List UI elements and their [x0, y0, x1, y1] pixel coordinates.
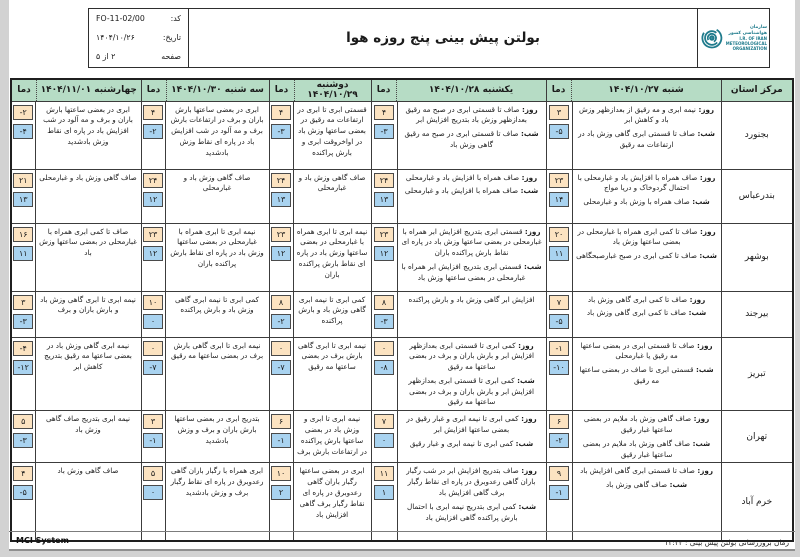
temp-cell: [546, 223, 572, 291]
min-temp: -۷: [143, 360, 163, 375]
forecast-cell: [293, 101, 371, 169]
doc-page-line: [96, 52, 181, 61]
night-label: شب:: [696, 251, 717, 261]
night-forecast: شب: صاف همراه با افزایش باد و غبارمحلی: [404, 186, 539, 196]
max-temp: ۱۰: [271, 466, 291, 481]
forecast-cell: [165, 337, 269, 411]
document-header: [88, 8, 770, 68]
forecast-cell: [397, 101, 546, 169]
doc-code-line: [96, 14, 181, 23]
temp-cell: [546, 337, 572, 411]
max-temp: ۹: [549, 466, 569, 481]
temp-cell: [371, 169, 397, 223]
forecast-cell: [165, 463, 269, 541]
night-forecast: شب: صاف تا کمی ابری گاهی وزش باد: [586, 308, 707, 318]
org-name-text: [726, 25, 767, 51]
night-label: شب:: [689, 197, 710, 207]
max-temp: ۱۰: [143, 295, 163, 310]
day-forecast: روز: صاف همراه با افزایش باد و غبارمحلی: [405, 172, 538, 182]
max-temp: ۱۶: [13, 227, 33, 242]
temp-cell: [269, 337, 293, 411]
day-label: روز:: [522, 226, 541, 236]
day-header-monday: [269, 79, 371, 101]
org-name-en-3: ORGANIZATION: [732, 46, 767, 52]
forecast-cell: [572, 463, 721, 541]
day-label: روز:: [697, 172, 716, 182]
forecast-text: نیمه ابری تا ابری همراه با غبارمحلی در بعضی ساعتها وزش باد در پاره ای نقاط بارش پراکنده باران: [296, 226, 368, 279]
temp-cell: [141, 169, 165, 223]
title-box: [189, 9, 697, 67]
temp-header-label: دما: [12, 80, 37, 101]
min-temp: ۱: [374, 485, 394, 500]
min-temp: ۱۱: [549, 246, 569, 261]
temp-cell: [269, 101, 293, 169]
min-temp: -۵: [549, 124, 569, 139]
min-temp: ۱۳: [13, 192, 33, 207]
forecast-cell: [397, 223, 546, 291]
forecast-text: کمی ابری تا نیمه ابری گاهی وزش باد و بارش پراکنده: [298, 294, 366, 326]
day-label: روز:: [519, 104, 538, 114]
night-forecast: شب: قسمتی ابری بتدریج افزایش ابر همراه با غبارمحلی در بعضی ساعتها وزش باد: [401, 261, 542, 282]
temp-cell: [11, 411, 35, 463]
forecast-cell: [165, 169, 269, 223]
table-row: [11, 169, 793, 223]
forecast-text: بتدریج ابری در بعضی ساعتها بارش باران و برف و وزش بادشدید: [174, 414, 260, 445]
forecast-cell: [35, 101, 141, 169]
page-value: ۲ از ۵: [96, 52, 116, 61]
doc-date-line: [96, 33, 181, 42]
forecast-text: ابری در بعضی ساعتها رگبار باران گاهی رعدوبرق در پاره ای نقاط رگبار برف گاهی افزایش باد: [299, 466, 365, 519]
max-temp: ۲۴: [143, 173, 163, 188]
night-label: شب:: [513, 438, 534, 448]
day-label: روز:: [695, 104, 715, 114]
forecast-table-body: [11, 101, 793, 541]
max-temp: ۲۴: [374, 173, 394, 188]
table-row: [11, 291, 793, 337]
temp-cell: [546, 291, 572, 337]
min-temp: -۵: [13, 485, 33, 500]
night-label: شب:: [694, 129, 715, 139]
night-label: شب:: [521, 261, 542, 271]
day-label: روز:: [694, 466, 713, 476]
max-temp: ۲۳: [374, 227, 394, 242]
day-date-label: سه شنبه ۱۴۰۴/۱۰/۳۰: [171, 85, 264, 96]
province-name: بوشهر: [721, 223, 793, 291]
forecast-text: ابری همراه با رگبار باران گاهی رعدوبرق در پاره ای نقاط رگبار برف و وزش بادشدید: [170, 466, 264, 498]
org-name-en-2: METEOROLOGICAL: [725, 41, 767, 47]
max-temp: ۴: [143, 105, 163, 120]
day-date-label: شنبه ۱۴۰۴/۱۰/۲۷: [608, 85, 684, 96]
day-label: روز:: [515, 340, 534, 350]
night-forecast: شب: صاف همراه با وزش باد و غبارمحلی: [583, 197, 710, 207]
min-temp: ۰: [143, 485, 163, 500]
forecast-cell: [397, 463, 546, 541]
forecast-text: صاف گاهی وزش باد: [57, 466, 119, 476]
forecast-text: نیمه ابری تا ابری گاهی بارش برف در بعضی ساعتها مه رقیق: [297, 340, 367, 372]
min-temp: -۳: [271, 124, 291, 139]
temp-cell: [269, 223, 293, 291]
province-name: بیرجند: [721, 291, 793, 337]
night-label: شب:: [518, 186, 539, 196]
max-temp: ۱۱: [374, 466, 394, 481]
temp-cell: [269, 291, 293, 337]
forecast-text: نیمه ابری تا ابری همراه با غبارمحلی در بعضی ساعتها وزش باد در پاره ای نقاط بارش پراکنده باران: [170, 226, 264, 268]
forecast-cell: [572, 291, 721, 337]
temp-header-label: دما: [270, 80, 295, 101]
day-header-tuesday: [141, 79, 269, 101]
max-temp: ۸: [374, 295, 394, 310]
temp-cell: [141, 463, 165, 541]
footer-update-time: زمان بروزرسانی بولتن پیش بینی : ۱۲:۳۳: [664, 538, 789, 547]
forecast-cell: [397, 169, 546, 223]
day-header-saturday: [546, 79, 721, 101]
temp-cell: [141, 223, 165, 291]
temp-cell: [371, 463, 397, 541]
forecast-text: ابری در بعضی ساعتها بارش باران و برف و مه آلود در شب افزایش باد در پاره ای نقاط وزش بادشدید: [43, 104, 133, 146]
min-temp: ۰: [374, 433, 394, 448]
temp-cell: [141, 337, 165, 411]
bulletin-page: [9, 0, 795, 551]
day-date-label: یکشنبه ۱۴۰۴/۱۰/۲۸: [428, 85, 514, 96]
min-temp: -۱۰: [549, 360, 569, 375]
day-forecast: روز: صاف گاهی وزش باد ملایم در بعضی ساعتها غبار رقیق: [583, 414, 710, 435]
footer-system-label: MCI System: [16, 536, 69, 545]
forecast-text: افزایش ابر گاهی وزش باد و بارش پراکنده: [408, 294, 535, 304]
temp-cell: [371, 291, 397, 337]
day-header-wednesday: [11, 79, 141, 101]
day-forecast: روز: کمی ابری تا قسمتی ابری بعدازظهر افزایش ابر و بارش باران و برف در بعضی ساعتها مه رقیق: [409, 340, 534, 372]
min-temp: -۳: [374, 124, 394, 139]
day-forecast: روز: صاف همراه با افزایش باد و غبارمحلی با احتمال گردوخاک و دریا مواج: [577, 172, 716, 193]
temp-cell: [546, 463, 572, 541]
max-temp: ۳: [549, 105, 569, 120]
forecast-cell: [293, 411, 371, 463]
forecast-cell: [572, 223, 721, 291]
temp-header-label: دما: [142, 80, 167, 101]
day-label: روز:: [518, 414, 537, 424]
min-temp: -۱۲: [13, 360, 33, 375]
page-word: صفحه: [161, 52, 181, 61]
temp-cell: [141, 101, 165, 169]
forecast-cell: [293, 169, 371, 223]
temp-cell: [371, 337, 397, 411]
province-name: تبریز: [721, 337, 793, 411]
min-temp: -۲: [143, 124, 163, 139]
forecast-cell: [35, 169, 141, 223]
night-forecast: شب: صاف گاهی وزش باد ملایم در بعضی ساعتها غبار رقیق: [582, 438, 711, 459]
max-temp: ۲۳: [549, 173, 569, 188]
temp-cell: [371, 411, 397, 463]
temp-cell: [11, 337, 35, 411]
forecast-text: نیمه ابری تا ابری گاهی وزش باد و بارش باران و برف: [40, 294, 136, 315]
forecast-text: نیمه ابری گاهی وزش باد در بعضی ساعتها مه رقیق بتدریج کاهش ابر: [44, 340, 132, 372]
min-temp: ۱۲: [374, 246, 394, 261]
day-forecast: روز: صاف تا قسمتی ابری در صبح مه رقیق بعدازظهر وزش باد بتدریج افزایش ابر: [405, 104, 538, 125]
max-temp: ۰: [271, 341, 291, 356]
night-forecast: شب: کمی ابری بتدریج نیمه ابری با احتمال بارش پراکنده گاهی افزایش باد: [406, 501, 537, 522]
forecast-cell: [165, 291, 269, 337]
code-value: FO-11-02/00: [96, 14, 145, 23]
forecast-table-wrap: [10, 78, 792, 542]
table-row: [11, 337, 793, 411]
max-temp: ۵: [143, 466, 163, 481]
forecast-cell: [293, 223, 371, 291]
night-forecast: شب: صاف تا قسمتی ابری گاهی وزش باد در ارتفاعات مه رقیق: [578, 129, 715, 149]
day-header-sunday: [371, 79, 546, 101]
min-temp: ۱۲: [143, 246, 163, 261]
forecast-cell: [397, 337, 546, 411]
day-label: روز:: [697, 226, 716, 236]
temp-cell: [11, 223, 35, 291]
temp-cell: [371, 223, 397, 291]
min-temp: ۰: [143, 314, 163, 329]
night-label: شب:: [690, 438, 711, 448]
forecast-cell: [397, 291, 546, 337]
max-temp: ۲۱: [13, 173, 33, 188]
min-temp: -۸: [374, 360, 394, 375]
temp-cell: [546, 101, 572, 169]
forecast-text: کمی ابری تا نیمه ابری گاهی وزش باد و بارش پراکنده: [175, 294, 259, 315]
forecast-cell: [165, 223, 269, 291]
forecast-text: نیمه ابری بتدریج صاف گاهی وزش باد: [45, 414, 131, 435]
night-forecast: شب: کمی ابری تا نیمه ابری و غبار رقیق: [409, 438, 534, 448]
max-temp: ۲۰: [549, 227, 569, 242]
night-forecast: شب: صاف گاهی وزش باد: [605, 480, 688, 490]
max-temp: ۸: [271, 295, 291, 310]
table-row: [11, 463, 793, 541]
forecast-text: صاف گاهی وزش باد و غبارمحلی: [39, 172, 137, 182]
max-temp: ۲۳: [143, 227, 163, 242]
day-date-label: چهارشنبه ۱۴۰۴/۱۱/۰۱: [40, 85, 137, 96]
min-temp: -۳: [13, 433, 33, 448]
night-label: شب:: [516, 501, 537, 511]
province-name: بجنورد: [721, 101, 793, 169]
temp-cell: [371, 101, 397, 169]
min-temp: ۲: [271, 485, 291, 500]
province-name: بندرعباس: [721, 169, 793, 223]
night-label: شب:: [514, 375, 535, 385]
max-temp: ۶: [549, 414, 569, 429]
temp-cell: [269, 463, 293, 541]
forecast-text: صاف گاهی وزش باد و غبارمحلی: [183, 172, 251, 193]
forecast-text: صاف تا کمی ابری همراه با غبارمحلی در بعضی ساعتها وزش باد: [39, 226, 137, 258]
temp-cell: [11, 291, 35, 337]
min-temp: ۱۳: [271, 192, 291, 207]
temp-header-label: دما: [547, 80, 572, 101]
night-forecast: شب: قسمتی ابری تا صاف در بعضی ساعتها مه رقیق: [579, 365, 714, 385]
min-temp: ۱۲: [271, 246, 291, 261]
max-temp: ۵: [13, 414, 33, 429]
night-label: شب:: [686, 308, 707, 318]
max-temp: ۴: [13, 466, 33, 481]
day-label: روز:: [691, 414, 710, 424]
night-forecast: شب: صاف تا قسمتی ابری در صبح مه رقیق گاهی وزش باد: [404, 129, 539, 149]
forecast-text: صاف گاهی وزش باد و غبارمحلی: [298, 172, 366, 193]
min-temp: -۱: [271, 433, 291, 448]
temp-cell: [141, 411, 165, 463]
min-temp: ۱۱: [13, 246, 33, 261]
max-temp: ۳: [143, 414, 163, 429]
forecast-text: نیمه ابری تا ابری گاهی بارش برف در بعضی ساعتها مه رقیق: [170, 340, 264, 361]
temp-cell: [141, 291, 165, 337]
max-temp: ۷: [549, 295, 569, 310]
forecast-cell: [35, 291, 141, 337]
province-name: تهران: [721, 411, 793, 463]
day-label: روز:: [519, 172, 538, 182]
day-forecast: روز: قسمتی ابری بتدریج افزایش ابر همراه با غبارمحلی در بعضی ساعتها وزش باد در پاره ای نقاط بارش پراکنده باران: [401, 226, 542, 258]
max-temp: ۰: [143, 341, 163, 356]
min-temp: ۱۲: [143, 192, 163, 207]
min-temp: -۱: [143, 433, 163, 448]
temp-cell: [11, 463, 35, 541]
day-label: روز:: [518, 466, 537, 476]
document-meta-box: [89, 9, 189, 67]
min-temp: -۴: [13, 124, 33, 139]
min-temp: -۳: [13, 314, 33, 329]
forecast-cell: [397, 411, 546, 463]
night-label: شب:: [693, 365, 714, 375]
max-temp: ۰: [374, 341, 394, 356]
min-temp: -۱: [549, 485, 569, 500]
min-temp: -۷: [271, 360, 291, 375]
forecast-cell: [165, 411, 269, 463]
forecast-text: قسمتی ابری تا ابری در ارتفاعات مه رقیق در بعضی ساعتها وزش باد در اواخروقت ابری و بارش پراکنده: [297, 104, 367, 157]
max-temp: ۲۴: [271, 173, 291, 188]
forecast-cell: [35, 463, 141, 541]
temp-cell: [269, 411, 293, 463]
min-temp: -۳: [374, 314, 394, 329]
temp-cell: [11, 169, 35, 223]
temp-cell: [546, 411, 572, 463]
max-temp: ۴: [271, 105, 291, 120]
temp-cell: [269, 169, 293, 223]
forecast-table-head: [11, 79, 793, 101]
day-forecast: روز: صاف تا قسمتی ابری گاهی افزایش باد: [580, 466, 713, 476]
forecast-cell: [293, 463, 371, 541]
province-column-header: مرکز استان: [721, 79, 793, 101]
max-temp: ۴: [374, 105, 394, 120]
org-name-en-1: I.R. OF IRAN: [739, 36, 767, 42]
min-temp: -۵: [549, 314, 569, 329]
table-row: [11, 411, 793, 463]
max-temp: ۲۳: [271, 227, 291, 242]
forecast-text: نیمه ابری تا ابری و وزش باد در بعضی ساعتها بارش پراکنده در ارتفاعات بارش برف: [297, 414, 367, 456]
max-temp: -۱: [549, 341, 569, 356]
org-name-fa: سازمان هواشناسی کشور: [728, 24, 767, 36]
table-row: [11, 101, 793, 169]
forecast-table: [10, 78, 794, 542]
max-temp: -۴: [13, 341, 33, 356]
day-forecast: روز: صاف تا کمی ابری همراه با غبارمحلی در بعضی ساعتها وزش باد: [577, 226, 716, 247]
header-row: [11, 79, 793, 101]
max-temp: ۷: [374, 414, 394, 429]
forecast-cell: [35, 411, 141, 463]
province-name: خرم آباد: [721, 463, 793, 541]
day-forecast: روز: کمی ابری تا نیمه ابری و غبار رقیق در بعضی ساعتها افزایش ابر: [406, 414, 537, 435]
org-logo-box: [697, 9, 769, 67]
min-temp: ۱۴: [549, 192, 569, 207]
day-label: روز:: [694, 340, 713, 350]
min-temp: -۲: [549, 433, 569, 448]
footer-divider: [9, 531, 795, 532]
forecast-cell: [35, 223, 141, 291]
night-label: شب:: [518, 129, 539, 139]
forecast-cell: [165, 101, 269, 169]
day-forecast: روز: صاف تا قسمتی ابری در بعضی ساعتها مه رقیق یا غبارمحلی: [580, 340, 713, 361]
meteorological-spiral-logo-icon: [700, 19, 724, 57]
forecast-cell: [572, 411, 721, 463]
temp-header-label: دما: [372, 80, 397, 101]
forecast-cell: [572, 337, 721, 411]
max-temp: -۲: [13, 105, 33, 120]
date-value: ۱۴۰۴/۱۰/۲۶: [96, 33, 135, 42]
table-row: [11, 223, 793, 291]
forecast-cell: [35, 337, 141, 411]
night-label: شب:: [667, 480, 688, 490]
forecast-cell: [572, 101, 721, 169]
day-label: روز:: [687, 294, 706, 304]
temp-cell: [546, 169, 572, 223]
temp-cell: [11, 101, 35, 169]
day-forecast: روز: صاف بتدریج افزایش ابر در شب رگبار باران گاهی رعدوبرق در پاره ای نقاط رگبار برف گاهی افزایش باد: [406, 466, 537, 498]
day-forecast: روز: صاف تا کمی ابری گاهی وزش باد: [587, 294, 706, 304]
forecast-cell: [572, 169, 721, 223]
forecast-cell: [293, 291, 371, 337]
date-label: تاریخ:: [162, 33, 181, 42]
night-forecast: شب: کمی ابری تا قسمتی ابری بعدازظهر افزایش ابر و بارش باران و برف در بعضی ساعتها مه رقیق: [408, 375, 535, 407]
max-temp: ۶: [271, 414, 291, 429]
min-temp: -۲: [271, 314, 291, 329]
min-temp: ۱۳: [374, 192, 394, 207]
page-title: بولتن پیش بینی پنج روزه هوا: [346, 30, 540, 46]
day-date-label: دوشنبه ۱۴۰۴/۱۰/۲۹: [307, 80, 358, 101]
night-forecast: شب: صاف تا کمی ابری در صبح غبارصبحگاهی: [576, 251, 717, 261]
max-temp: ۳: [13, 295, 33, 310]
code-label: کد:: [170, 14, 181, 23]
forecast-text: ابری در بعضی ساعتها بارش باران و برف در ارتفاعات بارش برف و مه آلود در شب افزایش باد در پاره ای نقاط وزش بادشدید: [170, 104, 264, 157]
day-forecast: روز: نیمه ابری و مه رقیق از بعدازظهر وزش باد و کاهش ابر: [579, 104, 715, 125]
forecast-cell: [293, 337, 371, 411]
